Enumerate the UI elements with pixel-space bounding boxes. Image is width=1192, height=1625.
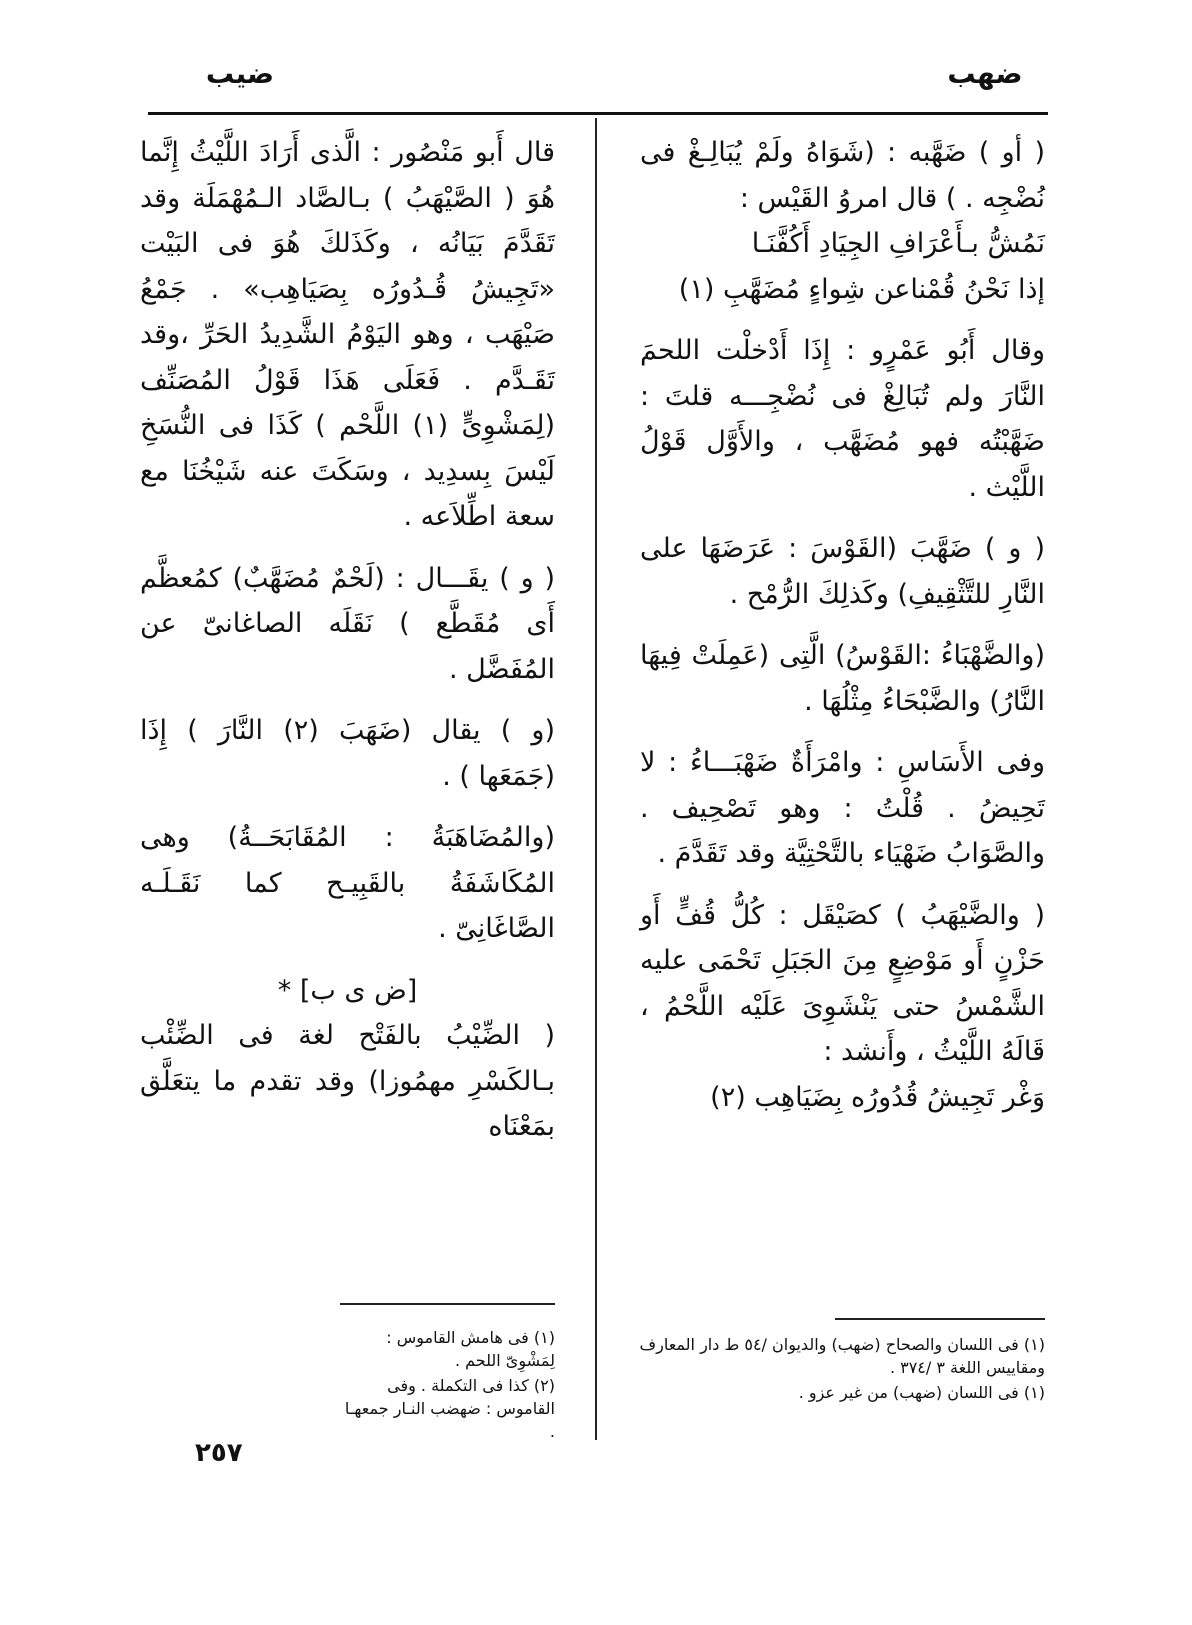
footnote-rule-right (835, 1318, 1045, 1320)
footnotes-right (630, 1333, 1045, 1406)
entry-heading: [ض ى ب] * (277, 974, 418, 1006)
running-header-right: ضهب (947, 57, 1023, 90)
left-column (131, 130, 556, 1150)
paragraph: ( و ) يقَـــال : (لَحْمٌ مُضَهَّبٌ) كمُعظَّم أَى مُقَطَّع ) نَقَلَه الصاغانىّ عن المُفَضَّل . (131, 562, 555, 685)
page-number: ٢٥٧ (195, 1438, 243, 1468)
footnote: (١) فى اللسان (ضهب) من غير عزو . (798, 1383, 1045, 1402)
paragraph: ( أو ) ضَهَّبه : (شَوَاهُ ولَمْ يُبَالِـغْ فى نُضْجِه . ) قال امروُ القَيْس : نَمُشُّ بـأَعْرَافِ الجِيَادِ أَكُفَّنَـا إذا نَحْنُ قُمْناعن شِواءٍ مُضَهَّبِ (١) (640, 137, 1045, 305)
footnote: (٢) كذا فى التكملة . وفى القاموس : ضهضب النـار جمعهـا . (344, 1376, 555, 1441)
footnotes-left (335, 1326, 555, 1445)
paragraph: (و ) يقال (ضَهَبَ (٢) النَّارَ ) إِذَا (جَمَعَها ) . (131, 715, 556, 792)
paragraph: قال أَبو مَنْصُور : الَّذى أَرَادَ اللَّيْثُ إِنَّما هُوَ ( الصَّيْهَبُ ) بـالصَّاد الـمُهْمَلَة وقد تَقَدَّمَ بَيَانُه ، وكَذَلكَ هُوَ فى البَيْت «تَجِيشُ قُـدُورُه بِصَيَاهِب» . جَمْعُ صَيْهَب ، وهو اليَوْمُ الشَّدِيدُ الحَرِّ ،وقد تَقَـدَّم . فَعَلَى هَذَا قَوْلُ المُصَنِّف (لِمَشْوِىٍّ (١) اللَّحْم ) كَذَا فى النُّسَخِ لَيْسَ بِسدِيد ، وسَكَتَ عنه شَيْخُنَا مع سعة اطِّلاَعه . (131, 137, 556, 532)
paragraph: ( والضَّيْهَبُ ) كصَيْقَل : كُلُّ قُفٍّ أَو حَزْنٍ أَو مَوْضِعٍ مِنَ الجَبَلِ تَحْمَى عليه الشَّمْسُ حتى يَنْشَوِىَ عَلَيْه اللَّحْمُ ، قَالَهُ اللَّيْثُ ، وأَنشد : وَغْر تَجِيشُ قُدُورُه بِضَيَاهِب (٢) (640, 899, 1045, 1113)
paragraph: (والضَّهْبَاءُ :القَوْسُ) الَّتِى (عَمِلَتْ فِيهَا النَّارُ) والضَّبْحَاءُ مِثْلُهَا . (631, 640, 1045, 717)
paragraph: وفى الأَسَاسِ : وامْرَأَةٌ ضَهْبَـــاءُ : لا تَحِيضُ . قُلْتُ : وهو تَصْحِيف . والصَّوَابُ ضَهْيَاء بالتَّحْتِيَّة وقد تَقَدَّمَ . (631, 747, 1045, 869)
right-column (631, 130, 1045, 1120)
paragraph: وقال أَبُو عَمْرٍو : إِذَا أَدْخلْت اللحمَ النَّارَ ولم تُبَالِغْ فى نُضْجِـــه قلتَ : ضَهَّبْتُه فهو مُضَهَّب ، والأَوَّل قَوْلُ اللَّيْث . (631, 335, 1045, 503)
running-header-left: ضيب (205, 57, 275, 90)
footnote: (١) فى هامش القاموس : لِمَشْوِىّ اللحم . (386, 1328, 555, 1370)
footnote: (١) فى اللسان والصحاح (ضهب) والديوان /٥٤ ط دار المعارف ومقاييس اللغة ٣ /٣٧٤ . (639, 1335, 1045, 1377)
column-divider (595, 118, 597, 1440)
paragraph: (والمُضَاهَبَةُ : المُقَابَحَــةُ) وهى المُكَاشَفَةُ بالقَبِيـح كما نَقَـلَـه الصَّاغَانِىّ . (131, 822, 555, 944)
paragraph: ( و ) ضَهَّبَ (القَوْسَ : عَرَضَهَا على النَّارِ للتَّثْقِيفِ) وكَذلِكَ الرُّمْح . (631, 533, 1045, 610)
footnote-rule-left (340, 1303, 555, 1305)
header-rule (148, 112, 1048, 115)
entry-text: ( الضِّيْبُ بالفَتْح لغة فى الضِّئْب بـالكَسْرِ مهمُوزا) وقد تقدم ما يتعَلَّق بمَعْنَاه (131, 1020, 555, 1142)
